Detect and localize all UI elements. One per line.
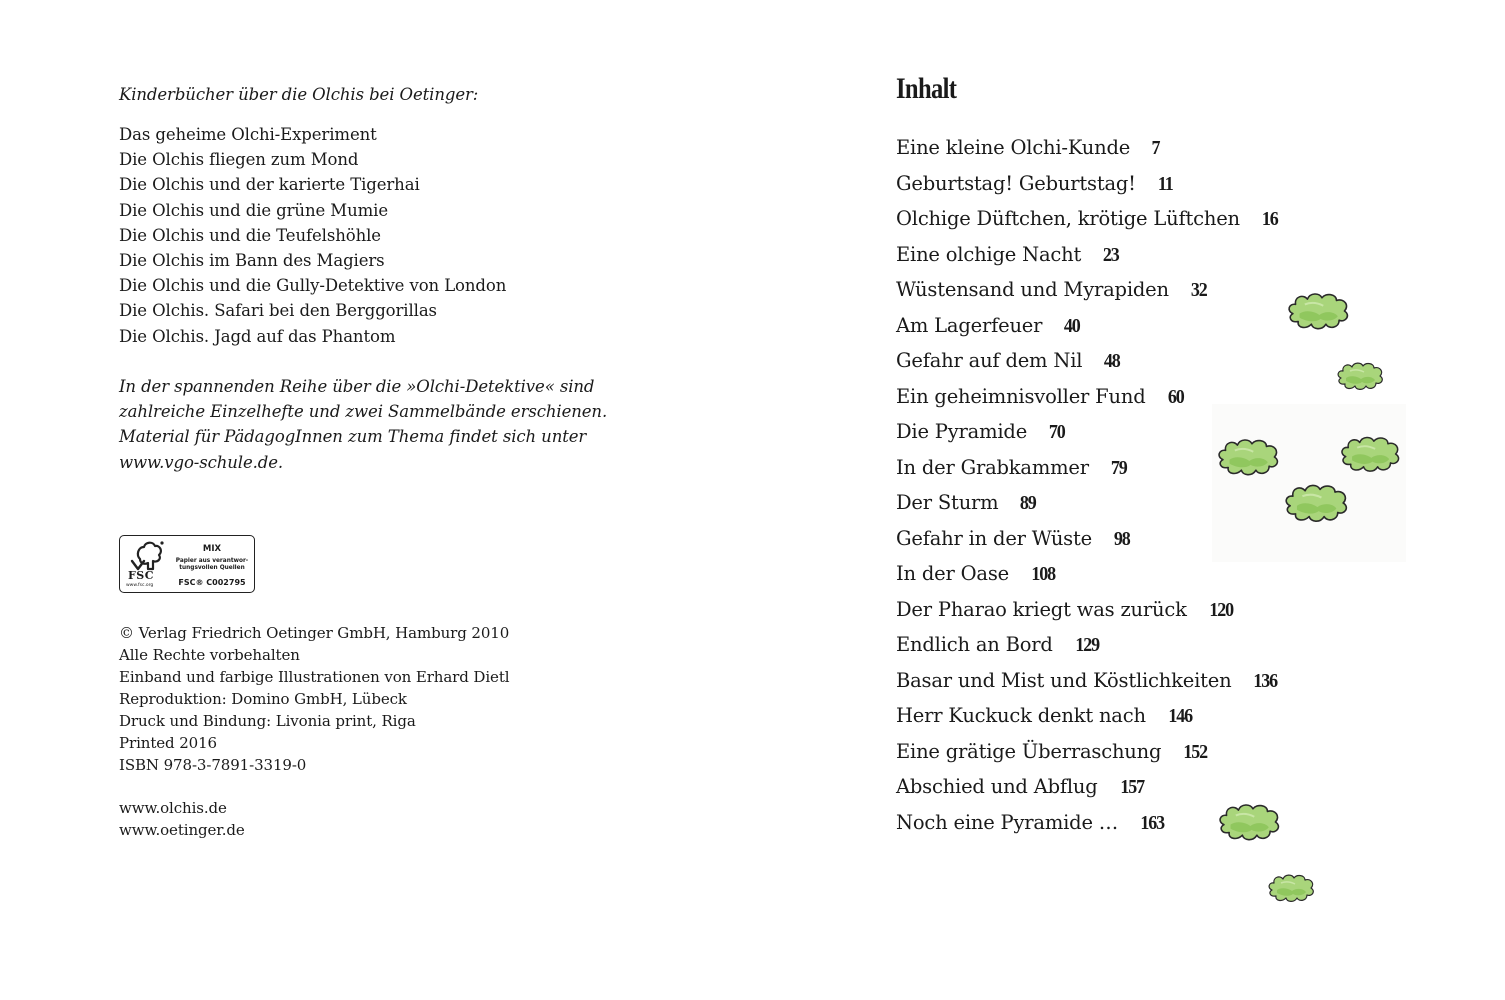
series-note: [119, 374, 608, 475]
toc-chapter-title: Gefahr auf dem Nil: [896, 349, 1083, 372]
fsc-text-line: tungsvollen Quellen: [179, 565, 245, 571]
toc-entry: [896, 704, 1279, 740]
imprint-line: Druck und Bindung: Livonia print, Riga: [119, 712, 416, 730]
website-link: www.olchis.de: [119, 799, 227, 817]
series-note-line: Material für PädagogInnen zum Thema findet sich unter: [119, 427, 587, 447]
toc-page-number: 163: [1140, 811, 1165, 834]
book-title: Die Olchis und die Teufelshöhle: [119, 225, 381, 245]
toc-entry: [896, 243, 1279, 279]
imprint-line: © Verlag Friedrich Oetinger GmbH, Hamburg 2010: [119, 624, 510, 642]
toc-page-number: 7: [1151, 137, 1160, 159]
toc-page-number: 23: [1102, 243, 1119, 266]
toc-entry: [896, 740, 1279, 776]
fsc-url: www.fsc.org: [126, 583, 154, 588]
toc-entry: [896, 278, 1279, 314]
book-title: Die Olchis. Jagd auf das Phantom: [119, 326, 396, 346]
fsc-code: FSC® C002795: [178, 578, 246, 587]
toc-page-number: 70: [1048, 421, 1065, 443]
toc-chapter-title: In der Oase: [896, 562, 1009, 585]
book-list: [119, 122, 506, 349]
toc-entry: [896, 633, 1279, 669]
green-bush-icon: [1335, 360, 1385, 392]
fsc-text-line: Papier aus verantwor-: [175, 558, 249, 564]
toc-chapter-title: Eine grätige Überraschung: [896, 739, 1162, 763]
toc-chapter-title: Eine kleine Olchi-Kunde: [896, 136, 1131, 159]
toc-page-number: 157: [1119, 776, 1144, 798]
toc-page-number: 108: [1031, 563, 1056, 585]
toc-entry: [896, 172, 1279, 208]
toc-page-number: 98: [1113, 527, 1130, 550]
green-bush-icon: [1215, 432, 1281, 482]
toc-chapter-title: Olchige Düftchen, krötige Lüftchen: [896, 207, 1240, 230]
toc-entry: [896, 669, 1279, 705]
toc-chapter-title: Herr Kuckuck denkt nach: [896, 704, 1146, 727]
book-title: Die Olchis. Safari bei den Berggorillas: [119, 301, 437, 321]
green-bush-icon: [1285, 290, 1351, 332]
green-bush-icon: [1338, 428, 1402, 480]
toc-chapter-title: Am Lagerfeuer: [896, 313, 1043, 337]
fsc-wordmark: FSC: [128, 569, 155, 582]
toc-page-number: 136: [1253, 669, 1278, 692]
website-link: www.oetinger.de: [119, 821, 245, 839]
series-note-line: zahlreiche Einzelhefte und zwei Sammelbände erschienen.: [119, 402, 608, 422]
toc-chapter-title: In der Grabkammer: [896, 455, 1089, 479]
toc-chapter-title: Der Sturm: [896, 491, 999, 514]
green-bush-icon: [1216, 800, 1282, 844]
book-title: Das geheime Olchi-Experiment: [119, 125, 377, 144]
toc-page-number: 120: [1209, 598, 1233, 621]
toc-entry: [896, 598, 1279, 634]
series-note-link: www.vgo-schule.de.: [119, 452, 284, 472]
imprint-line: Einband und farbige Illustrationen von Erhard Dietl: [119, 668, 510, 686]
toc-page-number: 16: [1261, 208, 1278, 230]
toc-page-number: 40: [1064, 314, 1081, 337]
imprint-line: Reproduktion: Domino GmbH, Lübeck: [119, 690, 407, 708]
toc-page-number: 32: [1190, 279, 1207, 301]
book-title: Die Olchis und der karierte Tigerhai: [119, 175, 420, 195]
fsc-mix-label: MIX: [202, 544, 222, 554]
website-links: [119, 797, 245, 841]
toc-chapter-title: Abschied und Abflug: [896, 775, 1098, 798]
table-of-contents: [896, 136, 1279, 846]
books-heading: Kinderbücher über die Olchis bei Oetinger:: [119, 85, 479, 104]
toc-entry: [896, 349, 1279, 385]
toc-chapter-title: Endlich an Bord: [896, 633, 1053, 656]
left-page: [0, 0, 752, 1000]
toc-page-number: 129: [1075, 634, 1099, 656]
toc-entry: [896, 314, 1279, 350]
toc-page-number: 146: [1168, 705, 1192, 727]
toc-entry: [896, 527, 1279, 563]
toc-entry: [896, 385, 1279, 421]
fsc-logo: [119, 535, 255, 593]
toc-entry: [896, 491, 1279, 527]
imprint-line: Alle Rechte vorbehalten: [119, 646, 300, 664]
toc-page-number: 89: [1020, 492, 1037, 514]
toc-chapter-title: Geburtstag! Geburtstag!: [896, 171, 1136, 195]
toc-chapter-title: Noch eine Pyramide …: [896, 810, 1119, 834]
toc-chapter-title: Gefahr in der Wüste: [896, 526, 1092, 550]
toc-chapter-title: Der Pharao kriegt was zurück: [896, 597, 1187, 621]
toc-title: Inhalt: [896, 72, 957, 105]
toc-chapter-title: Eine olchige Nacht: [896, 242, 1082, 266]
isbn: ISBN 978-3-7891-3319-0: [119, 756, 307, 774]
book-title: Die Olchis fliegen zum Mond: [119, 150, 359, 170]
toc-chapter-title: Basar und Mist und Köstlichkeiten: [896, 668, 1232, 692]
toc-chapter-title: Die Pyramide: [896, 420, 1028, 443]
imprint-line: Printed 2016: [119, 734, 217, 752]
book-title: Die Olchis und die grüne Mumie: [119, 200, 389, 220]
toc-entry: [896, 207, 1279, 243]
book-title: Die Olchis und die Gully-Detektive von London: [119, 276, 507, 296]
series-note-line: In der spannenden Reihe über die »Olchi-Detektive« sind: [119, 377, 595, 396]
fsc-description: [170, 558, 254, 572]
right-page: [752, 0, 1505, 1000]
toc-chapter-title: Wüstensand und Myrapiden: [896, 278, 1169, 301]
toc-entry: [896, 562, 1279, 598]
green-bush-icon: [1282, 480, 1350, 526]
green-bush-icon: [1266, 872, 1316, 904]
book-title: Die Olchis im Bann des Magiers: [119, 251, 385, 271]
toc-page-number: 152: [1183, 740, 1208, 763]
toc-page-number: 11: [1157, 172, 1173, 195]
toc-page-number: 79: [1110, 456, 1127, 479]
toc-page-number: 48: [1104, 350, 1121, 372]
toc-page-number: 60: [1167, 385, 1184, 408]
toc-chapter-title: Ein geheimnisvoller Fund: [896, 384, 1146, 408]
toc-entry: [896, 136, 1279, 172]
imprint: [119, 622, 509, 776]
